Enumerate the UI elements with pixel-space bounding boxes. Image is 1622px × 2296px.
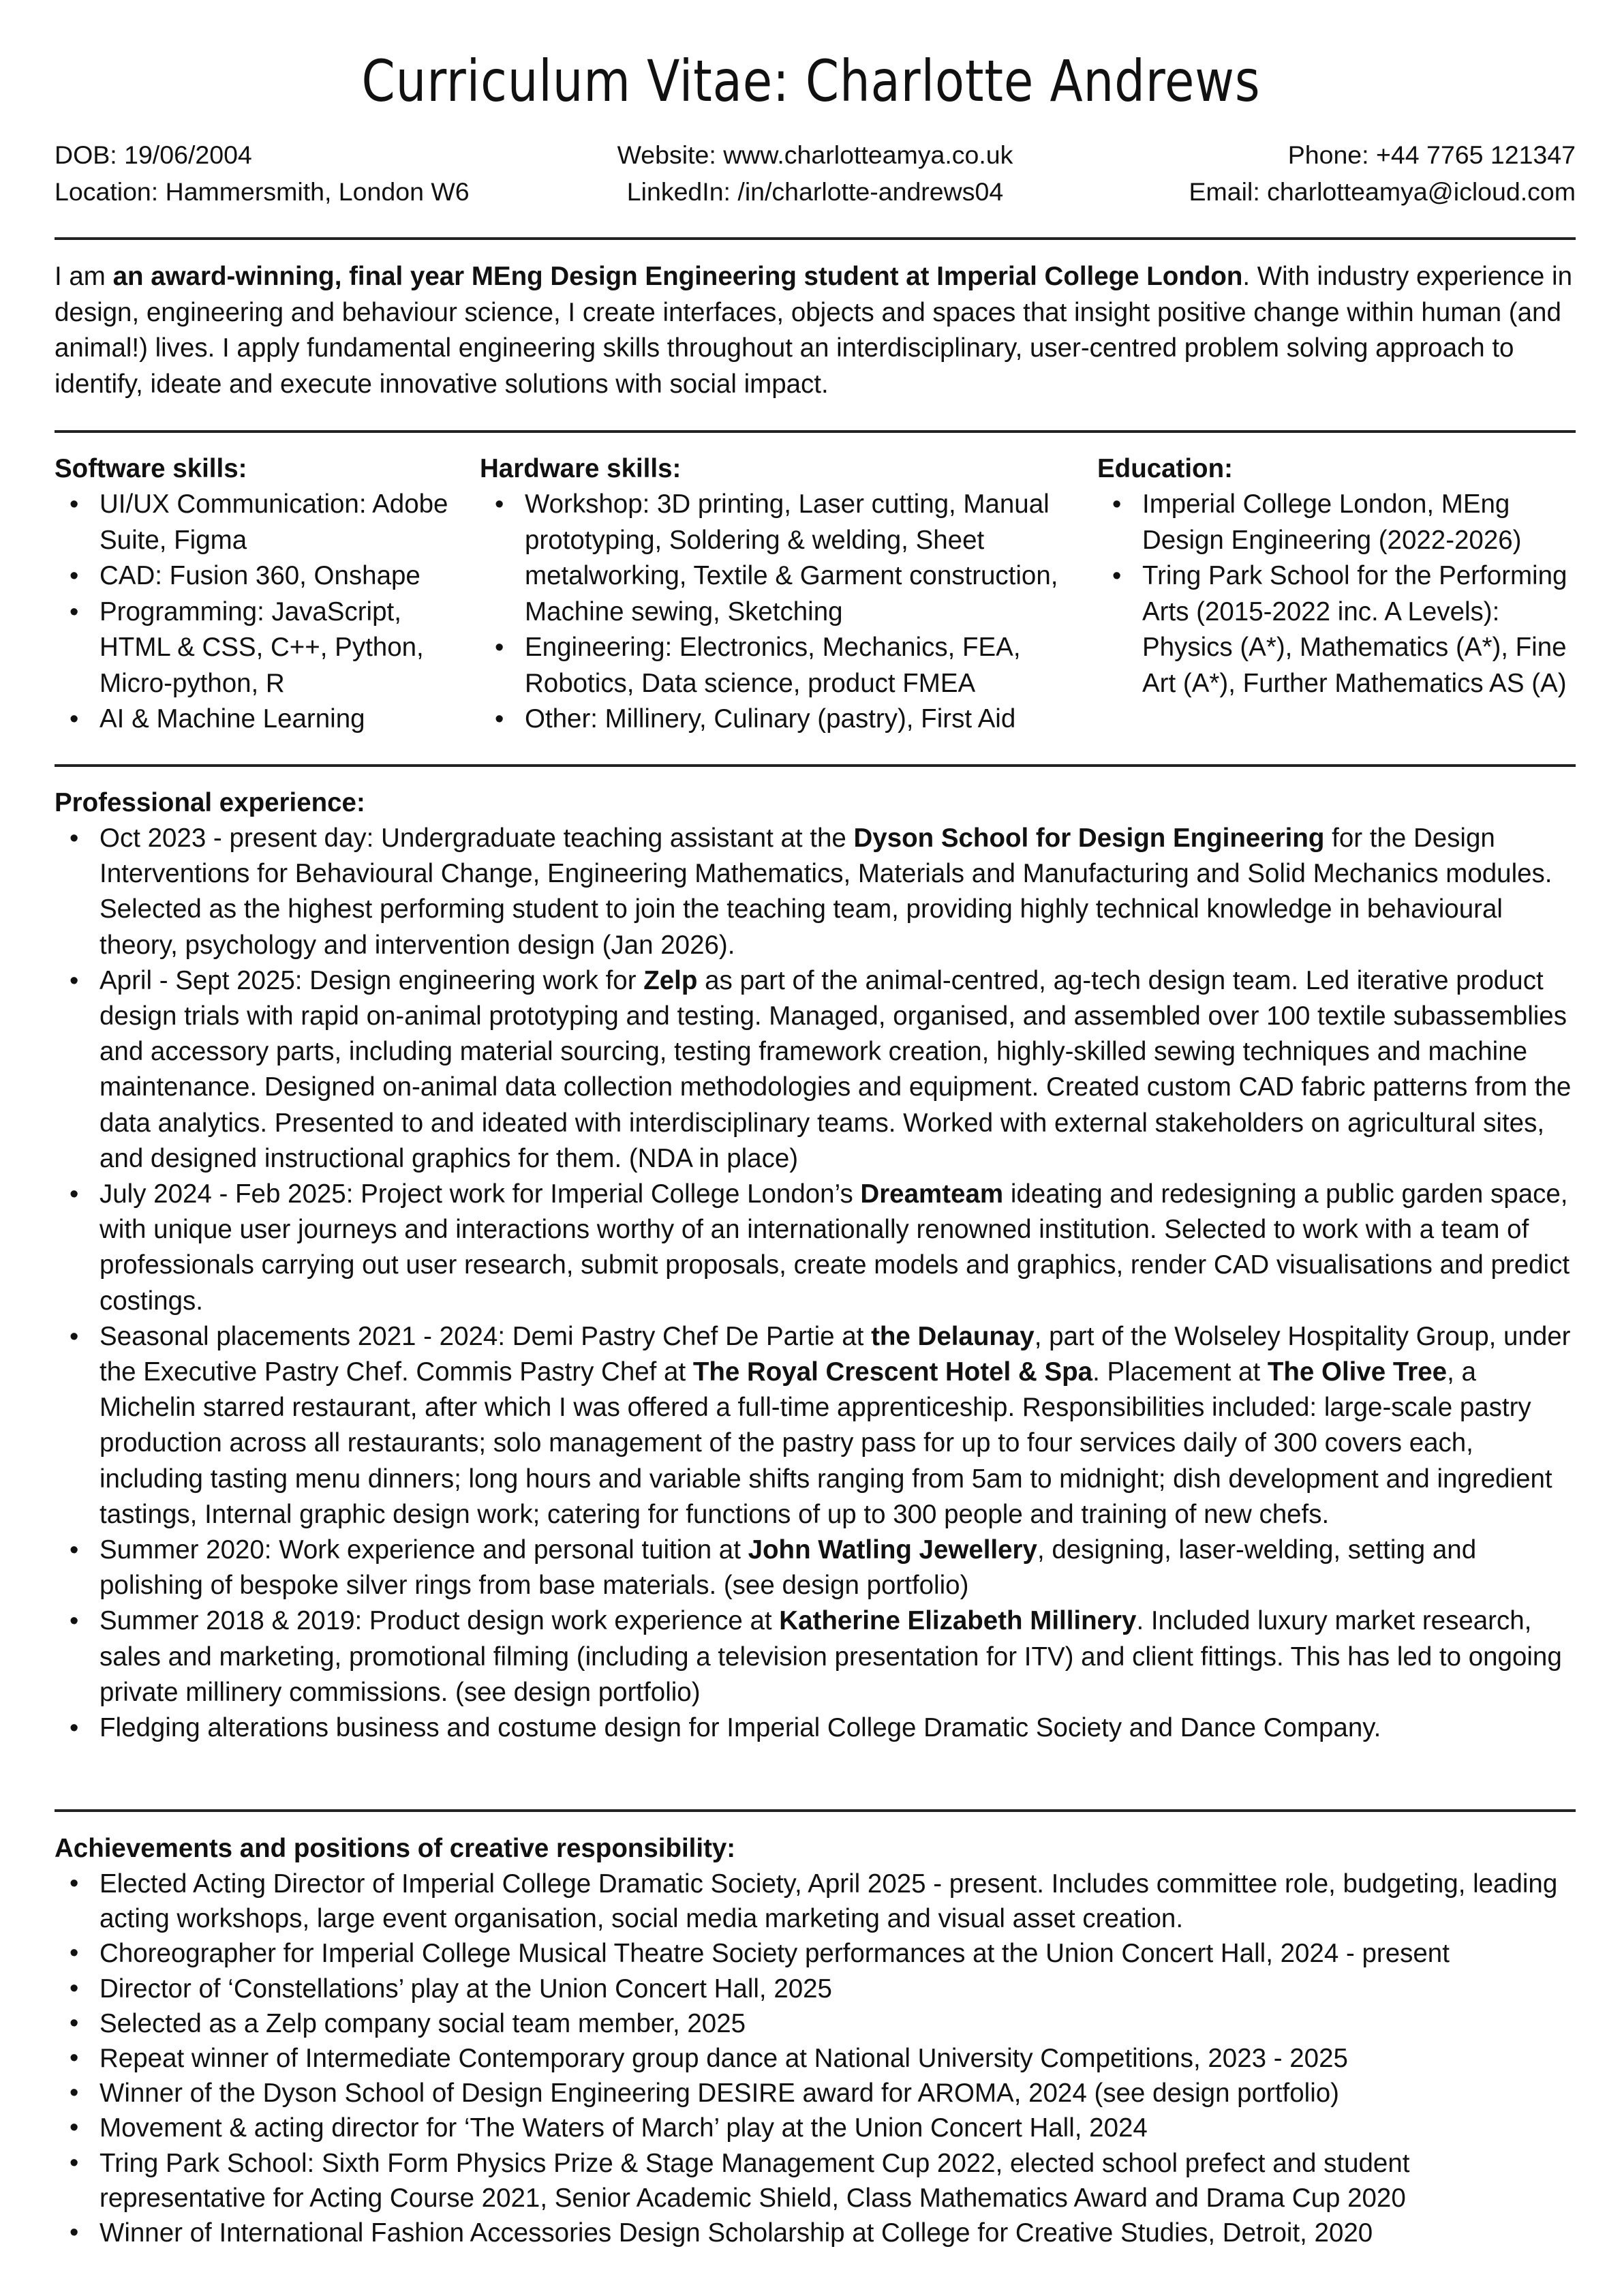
item-text: . Included luxury market research, sales and marketing, promotional filming (including a television presentation for ITV) and client fittings. This has led to ongoing private millinery commissions. (see design portfolio) bbox=[100, 1606, 1562, 1707]
experience-heading: Professional experience: bbox=[55, 788, 365, 817]
dob: DOB: 19/06/2004 bbox=[55, 140, 252, 169]
achievements-list bbox=[55, 1867, 1576, 2250]
intro-rest: . With industry experience in design, engineering and behaviour science, I create interfaces, objects and spaces that insight positive change within human (and animal!) lives. I apply fundamental engineering skills throughout an interdisciplinary, user-centred problem solving approach to identify, ideate and execute innovative solutions with social impact. bbox=[55, 262, 1572, 399]
list-item: • Choreographer for Imperial College Musical Theatre Society performances at the Union Concert Hall, 2024 - present bbox=[55, 1936, 1576, 1971]
list-item bbox=[55, 821, 1576, 963]
employer-name: Dyson School for Design Engineering bbox=[853, 824, 1325, 853]
experience-section bbox=[55, 785, 1576, 1746]
item-text: ideating and redesigning a public garden space, with unique user journeys and interactions worthy of an internationally renowned institution. Selected to work with a team of professionals carrying out user research, submit proposals, create models and graphics, render CAD visualisations and predict costings. bbox=[100, 1179, 1570, 1316]
list-item: • Elected Acting Director of Imperial College Dramatic Society, April 2025 - present. Includes committee role, budgeting, leading acting workshops, large event organisation, social media marketing and visual asset creation. bbox=[55, 1867, 1576, 1936]
intro-highlight: an award-winning, final year MEng Design Engineering student at Imperial College London bbox=[112, 262, 1243, 291]
employer-name: Dreamteam bbox=[860, 1179, 1004, 1209]
achievements-section bbox=[55, 1831, 1576, 2250]
employer-name: The Royal Crescent Hotel & Spa bbox=[692, 1357, 1093, 1387]
list-item: • CAD: Fusion 360, Onshape bbox=[55, 558, 463, 594]
item-text: Oct 2023 - present day: Undergraduate teaching assistant at the bbox=[100, 824, 854, 853]
item-text: April - Sept 2025: Design engineering work for bbox=[100, 965, 644, 995]
education-heading: Education: bbox=[1097, 454, 1233, 483]
list-item bbox=[55, 1319, 1576, 1532]
list-item bbox=[55, 963, 1576, 1177]
item-text: Summer 2020: Work experience and personal tuition at bbox=[100, 1535, 748, 1565]
list-item: • Workshop: 3D printing, Laser cutting, Manual prototyping, Soldering & welding, Sheet metalworking, Textile & Garment construction, Machine sewing, Sketching bbox=[480, 487, 1093, 630]
employer-name: Zelp bbox=[643, 965, 698, 995]
item-text: , a Michelin starred restaurant, after which I was offered a full-time apprenticeship. Responsibilities included: large-scale pastry production across all restaurants; solo management of the pastry pass for up to four services daily of 300 covers each, including tasting menu dinners; long hours and variable shifts ranging from 5am to midnight; dish development and ingredient tastings, Internal graphic design work; catering for functions of up to 300 people and training of new chefs. bbox=[100, 1357, 1552, 1529]
experience-list bbox=[55, 821, 1576, 1746]
list-item: • Other: Millinery, Culinary (pastry), First Aid bbox=[480, 701, 1093, 738]
employer-name: the Delaunay bbox=[871, 1321, 1035, 1351]
software-skills-section bbox=[55, 451, 463, 738]
intro-lead: I am bbox=[55, 262, 113, 291]
website-link[interactable]: Website: www.charlotteamya.co.uk bbox=[617, 140, 1013, 169]
list-item: • Imperial College London, MEng Design Engineering (2022-2026) bbox=[1097, 487, 1576, 558]
software-skills-list bbox=[55, 487, 463, 738]
list-item: • UI/UX Communication: Adobe Suite, Figma bbox=[55, 487, 463, 558]
item-text: . Placement at bbox=[1092, 1357, 1268, 1387]
list-item: • Engineering: Electronics, Mechanics, FEA, Robotics, Data science, product FMEA bbox=[480, 630, 1093, 701]
education-section bbox=[1097, 451, 1576, 701]
list-item bbox=[55, 1603, 1576, 1710]
list-item bbox=[55, 1532, 1576, 1603]
list-item: • AI & Machine Learning bbox=[55, 701, 463, 738]
list-item: • Programming: JavaScript, HTML & CSS, C++, Python, Micro-python, R bbox=[55, 594, 463, 702]
location: Location: Hammersmith, London W6 bbox=[55, 177, 470, 206]
list-item: • Selected as a Zelp company social team member, 2025 bbox=[55, 2006, 1576, 2041]
item-text: Summer 2018 & 2019: Product design work experience at bbox=[100, 1606, 780, 1636]
divider bbox=[55, 237, 1576, 240]
page-title: Curriculum Vitae: Charlotte Andrews bbox=[361, 48, 1261, 115]
contact-column-right bbox=[1189, 136, 1576, 210]
hardware-skills-section bbox=[480, 451, 1093, 738]
employer-name: Katherine Elizabeth Millinery bbox=[779, 1606, 1137, 1636]
personal-statement bbox=[55, 259, 1576, 402]
list-item: • Winner of the Dyson School of Design Engineering DESIRE award for AROMA, 2024 (see design portfolio) bbox=[55, 2076, 1576, 2111]
divider bbox=[55, 1809, 1576, 1812]
divider bbox=[55, 430, 1576, 433]
list-item: • Director of ‘Constellations’ play at the Union Concert Hall, 2025 bbox=[55, 1972, 1576, 2006]
item-text: for the Design Interventions for Behavioural Change, Engineering Mathematics, Materials and Manufacturing and Solid Mechanics modules. Selected as the highest performing student to join the teaching team, providing highly technical knowledge in behavioural theory, psychology and intervention design (Jan 2026). bbox=[100, 824, 1552, 960]
achievements-heading: Achievements and positions of creative responsibility: bbox=[55, 1834, 736, 1863]
item-text: July 2024 - Feb 2025: Project work for Imperial College London’s bbox=[100, 1179, 861, 1209]
hardware-skills-heading: Hardware skills: bbox=[480, 454, 682, 483]
item-text: , part of the Wolseley Hospitality Group, under the Executive Pastry Chef. Commis Pastry Chef at bbox=[100, 1321, 1571, 1387]
item-text: Fledging alterations business and costume design for Imperial College Dramatic Society and Dance Company. bbox=[100, 1713, 1381, 1743]
list-item bbox=[55, 1710, 1576, 1746]
employer-name: John Watling Jewellery bbox=[748, 1535, 1037, 1565]
item-text: , designing, laser-welding, setting and polishing of bespoke silver rings from base materials. (see design portfolio) bbox=[100, 1535, 1477, 1601]
list-item: • Tring Park School: Sixth Form Physics Prize & Stage Management Cup 2022, elected school prefect and student representative for Acting Course 2021, Senior Academic Shield, Class Mathematics Award and Drama Cup 2020 bbox=[55, 2146, 1576, 2216]
employer-name: The Olive Tree bbox=[1267, 1357, 1448, 1387]
list-item bbox=[55, 1177, 1576, 1319]
hardware-skills-list bbox=[480, 487, 1093, 738]
email-link[interactable]: Email: charlotteamya@icloud.com bbox=[1189, 177, 1576, 206]
software-skills-heading: Software skills: bbox=[55, 454, 247, 483]
divider bbox=[55, 764, 1576, 767]
linkedin-link[interactable]: LinkedIn: /in/charlotte-andrews04 bbox=[626, 177, 1004, 206]
education-list bbox=[1097, 487, 1576, 701]
list-item: • Tring Park School for the Performing Arts (2015-2022 inc. A Levels): Physics (A*), Mathematics (A*), Fine Art (A*), Further Mathematics AS (A) bbox=[1097, 558, 1576, 701]
item-text: as part of the animal-centred, ag-tech design team. Led iterative product design trials with rapid on-animal prototyping and testing. Managed, organised, and assembled over 100 textile subassemblies and accessory parts, including material sourcing, testing framework creation, highly-skilled sewing techniques and machine maintenance. Designed on-animal data collection methodologies and equipment. Created custom CAD fabric patterns from the data analytics. Presented to and ideated with interdisciplinary teams. Worked with external stakeholders on agricultural sites, and designed instructional graphics for them. (NDA in place) bbox=[100, 965, 1572, 1173]
phone: Phone: +44 7765 121347 bbox=[1287, 140, 1576, 169]
list-item: • Repeat winner of Intermediate Contemporary group dance at National University Competitions, 2023 - 2025 bbox=[55, 2041, 1576, 2076]
item-text: Seasonal placements 2021 - 2024: Demi Pastry Chef De Partie at bbox=[100, 1321, 872, 1351]
list-item: • Winner of International Fashion Accessories Design Scholarship at College for Creative Studies, Detroit, 2020 bbox=[55, 2216, 1576, 2250]
list-item: • Movement & acting director for ‘The Waters of March’ play at the Union Concert Hall, 2024 bbox=[55, 2111, 1576, 2145]
